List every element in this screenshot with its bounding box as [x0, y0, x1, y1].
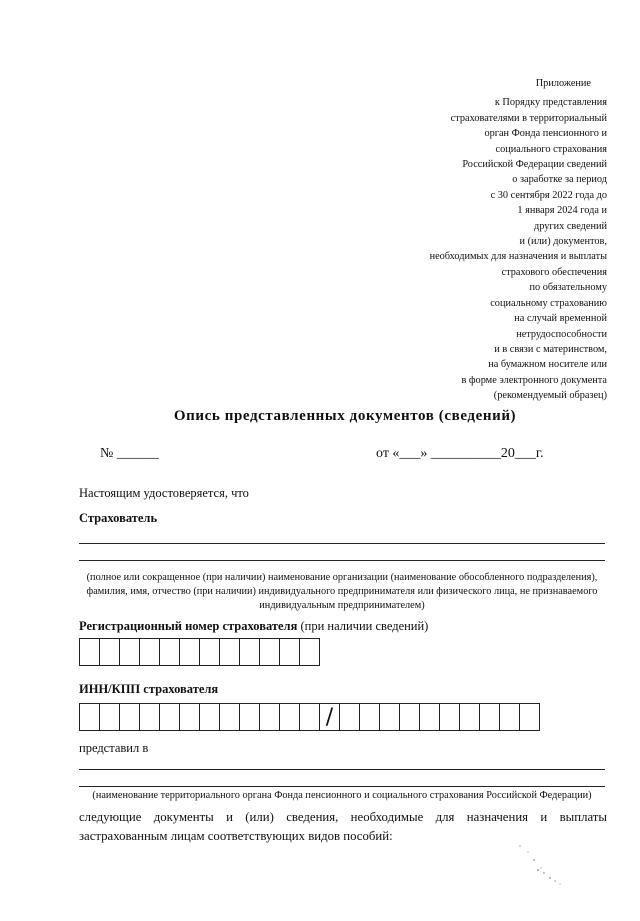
- inn-cell[interactable]: [279, 703, 300, 731]
- reg-number-cell[interactable]: [219, 638, 240, 666]
- kpp-cell[interactable]: [459, 703, 480, 731]
- following-text-line-2: застрахованным лицам соответствующих видов пособий:: [79, 829, 393, 843]
- appendix-lines: [247, 95, 607, 403]
- appendix-line: на бумажном носителе или: [488, 359, 607, 371]
- kpp-cell[interactable]: [439, 703, 460, 731]
- appendix-title: Приложение: [535, 78, 591, 89]
- kpp-cell[interactable]: [419, 703, 440, 731]
- reg-number-cell[interactable]: [239, 638, 260, 666]
- inn-kpp-separator: /: [319, 703, 340, 731]
- appendix-line: нетрудоспособности: [516, 328, 607, 340]
- appendix-line: (рекомендуемый образец): [493, 390, 607, 402]
- insurer-note: (полное или сокращенное (при наличии) наименование организации (наименование обособленного подразделения), фамилия, имя, отчество (при наличии) индивидуального предпринимателя или физического лица, не признаваемого индивидуальным предпринимателем): [86, 572, 598, 611]
- document-date: от «___» __________20___г.: [376, 446, 544, 461]
- reg-number-cell[interactable]: [179, 638, 200, 666]
- following-text-line-1: следующие документы и (или) сведения, необходимые для назначения и выплаты: [79, 810, 607, 824]
- appendix-line: необходимых для назначения и выплаты: [429, 251, 607, 263]
- reg-number-cell[interactable]: [99, 638, 120, 666]
- reg-number-cell[interactable]: [139, 638, 160, 666]
- document-title: Опись представленных документов (сведений): [173, 408, 517, 424]
- territorial-line-2: [79, 786, 605, 787]
- appendix-line: на случай временной: [514, 313, 607, 325]
- kpp-cell[interactable]: [379, 703, 400, 731]
- inn-cell[interactable]: [239, 703, 260, 731]
- appendix-line: орган Фонда пенсионного и: [484, 128, 607, 140]
- appendix-line: с 30 сентября 2022 года до: [490, 189, 607, 201]
- territorial-line-1: [79, 769, 605, 770]
- appendix-line: Российской Федерации сведений: [462, 159, 607, 171]
- certify-text: Настоящим удостоверяется, что: [79, 486, 249, 500]
- reg-number-suffix: (при наличии сведений): [297, 619, 429, 633]
- inn-kpp-label: ИНН/КПП страхователя: [79, 682, 219, 696]
- appendix-line: других сведений: [533, 220, 607, 232]
- reg-number-cell[interactable]: [199, 638, 220, 666]
- kpp-cell[interactable]: [479, 703, 500, 731]
- submitted-to-label: представил в: [79, 741, 149, 755]
- reg-number-cell[interactable]: [279, 638, 300, 666]
- kpp-cell[interactable]: [359, 703, 380, 731]
- reg-number-label-row: [79, 619, 428, 634]
- appendix-line: о заработке за период: [512, 174, 607, 186]
- reg-number-label: Регистрационный номер страхователя: [79, 619, 298, 633]
- reg-number-cell[interactable]: [119, 638, 140, 666]
- kpp-cell[interactable]: [339, 703, 360, 731]
- kpp-cell[interactable]: [399, 703, 420, 731]
- insurer-line-1: [79, 543, 605, 544]
- inn-cell[interactable]: [119, 703, 140, 731]
- insurer-line-2: [79, 560, 605, 561]
- reg-number-cell[interactable]: [79, 638, 100, 666]
- inn-cell[interactable]: [199, 703, 220, 731]
- kpp-cell[interactable]: [519, 703, 540, 731]
- appendix-line: социальному страхованию: [490, 297, 607, 309]
- territorial-note: (наименование территориального органа Фонда пенсионного и социального страхования Российской Федерации): [92, 790, 592, 801]
- appendix-line: в форме электронного документа: [461, 374, 607, 386]
- inn-cell[interactable]: [299, 703, 320, 731]
- insurer-label: Страхователь: [79, 511, 158, 525]
- inn-cell[interactable]: [79, 703, 100, 731]
- reg-number-cells: [79, 638, 320, 666]
- appendix-line: и (или) документов,: [519, 236, 607, 248]
- reg-number-cell[interactable]: [159, 638, 180, 666]
- appendix-line: 1 января 2024 года и: [517, 205, 607, 217]
- inn-cell[interactable]: [139, 703, 160, 731]
- appendix-line: к Порядку представления: [494, 97, 607, 109]
- inn-cell[interactable]: [99, 703, 120, 731]
- appendix-line: страхователями в территориальный: [450, 112, 607, 124]
- document-number: № ______: [100, 446, 159, 461]
- inn-cell[interactable]: [159, 703, 180, 731]
- kpp-cell[interactable]: [499, 703, 520, 731]
- reg-number-cell[interactable]: [299, 638, 320, 666]
- inn-kpp-cells: [79, 703, 540, 731]
- scan-specks: [500, 840, 570, 900]
- reg-number-cell[interactable]: [259, 638, 280, 666]
- inn-cell[interactable]: [259, 703, 280, 731]
- appendix-line: по обязательному: [529, 282, 607, 294]
- inn-cell[interactable]: [219, 703, 240, 731]
- appendix-block: [247, 76, 607, 404]
- appendix-line: страхового обеспечения: [501, 266, 607, 278]
- inn-cell[interactable]: [179, 703, 200, 731]
- appendix-line: социального страхования: [495, 143, 607, 155]
- appendix-line: и в связи с материнством,: [494, 343, 607, 355]
